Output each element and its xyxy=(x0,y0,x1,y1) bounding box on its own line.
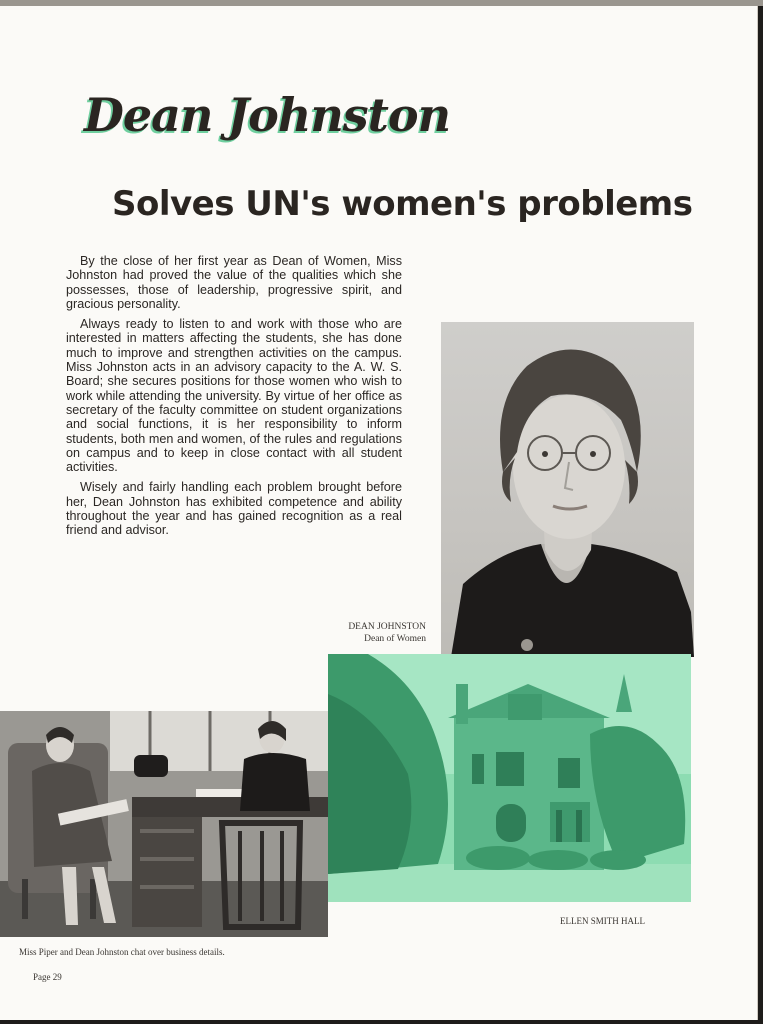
document-page xyxy=(0,6,758,1020)
office-photo xyxy=(0,711,328,937)
portrait-photo xyxy=(441,322,694,657)
hall-caption: ELLEN SMITH HALL xyxy=(560,916,645,926)
headline: Solves UN's women's problems xyxy=(112,184,693,224)
page-number: Page 29 xyxy=(33,972,62,982)
portrait-caption xyxy=(300,621,426,645)
portrait-caption-role: Dean of Women xyxy=(364,634,426,644)
portrait-caption-name: DEAN JOHNSTON xyxy=(348,622,426,632)
office-caption: Miss Piper and Dean Johnston chat over business details. xyxy=(19,947,225,957)
article-body xyxy=(66,254,402,544)
hall-photo xyxy=(328,654,691,902)
page-title: Dean Johnston xyxy=(84,88,451,142)
article-paragraph: Wisely and fairly handling each problem brought before her, Dean Johnston has exhibited competence and ability throughout the year and has gained recognition as a real friend and advisor. xyxy=(66,480,402,538)
article-paragraph: Always ready to listen to and work with those who are interested in matters affecting the students, she has done much to improve and strengthen activities on the campus. Miss Johnston acts in an advisory capacity to the A. W. S. Board; she secures positions for those women who wish to work while attending the university. By virtue of her office as secretary of the faculty committee on student organizations and social functions, it is her responsibility to inform students, both men and women, of the rules and regulations on campus and to keep in close contact with all student activities. xyxy=(66,317,402,475)
article-paragraph: By the close of her first year as Dean of Women, Miss Johnston had proved the value of the qualities which she possesses, those of leadership, progressive spirit, and gracious personality. xyxy=(66,254,402,311)
